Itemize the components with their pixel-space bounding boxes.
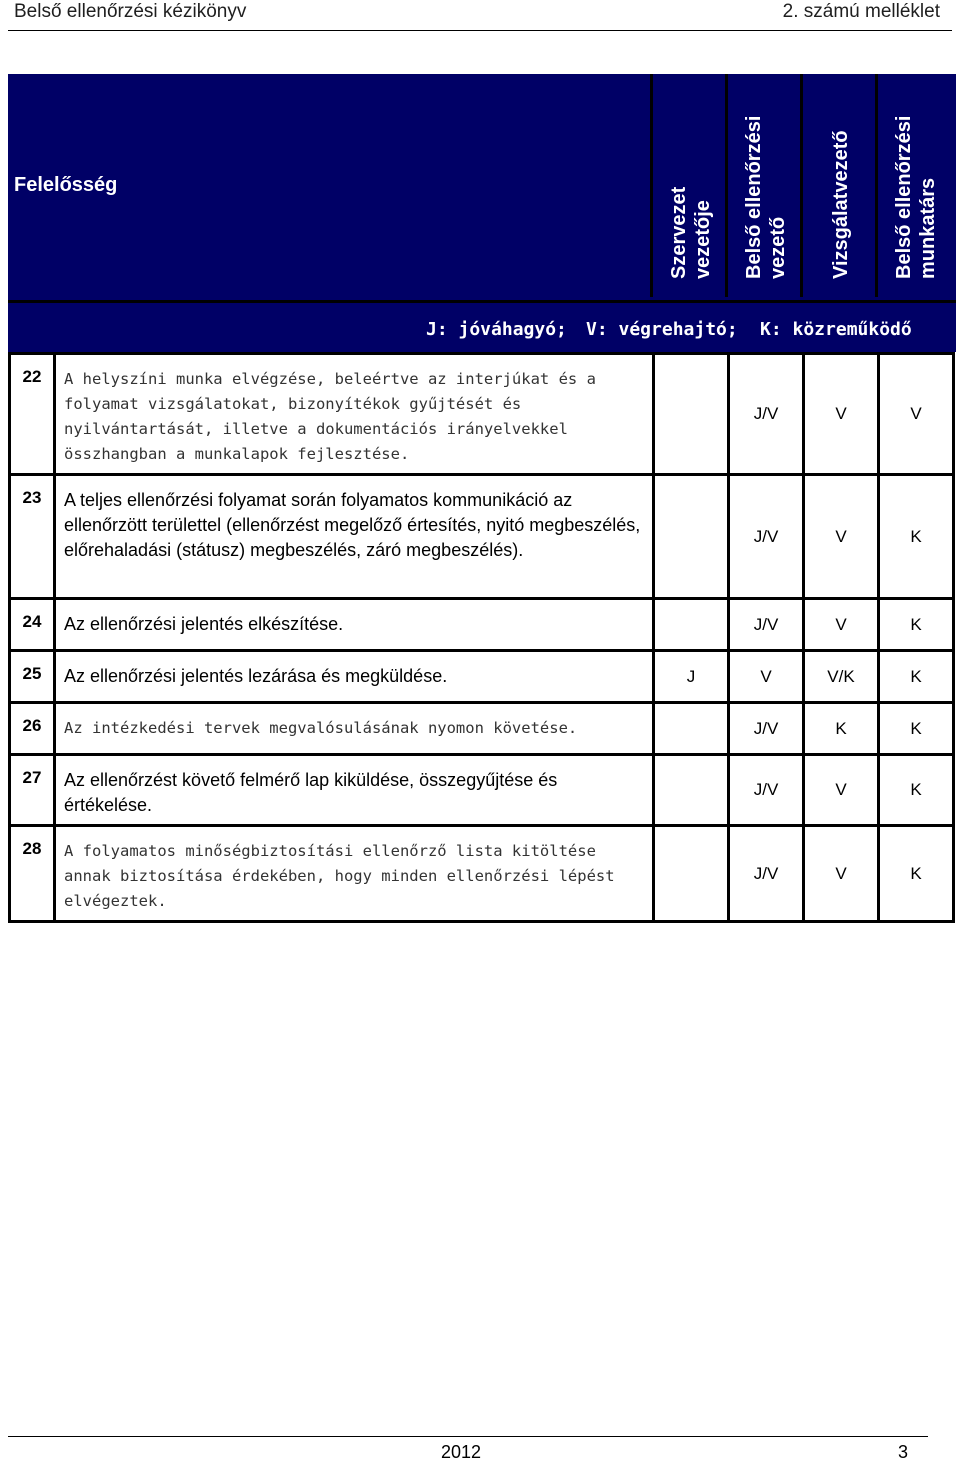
cell-audit-head: J/V bbox=[729, 354, 804, 475]
role-label: Szervezet bbox=[667, 186, 690, 279]
page-number: 3 bbox=[898, 1442, 909, 1462]
role-label: Vizsgálatvezető bbox=[829, 130, 852, 279]
cell-audit-head: V bbox=[729, 651, 804, 703]
cell-audit-lead: V bbox=[804, 755, 879, 826]
cell-auditor: K bbox=[879, 651, 954, 703]
table-row bbox=[10, 826, 954, 922]
legend-executor: V: végrehajtó; bbox=[586, 319, 738, 340]
cell-audit-lead: V bbox=[804, 826, 879, 922]
role-label: vezetője bbox=[691, 200, 714, 279]
cell-audit-lead: V bbox=[804, 475, 879, 599]
cell-audit-lead: V bbox=[804, 354, 879, 475]
cell-organization-head bbox=[654, 826, 729, 922]
cell-auditor: K bbox=[879, 755, 954, 826]
table-row bbox=[10, 599, 954, 651]
role-label: Belső ellenőrzési bbox=[742, 115, 765, 279]
cell-organization-head bbox=[654, 599, 729, 651]
footer-year: 2012 bbox=[441, 1442, 482, 1462]
row-number: 28 bbox=[10, 826, 55, 922]
row-number: 23 bbox=[10, 475, 55, 599]
row-number: 26 bbox=[10, 703, 55, 755]
table-row bbox=[10, 354, 954, 475]
responsibility-table bbox=[8, 352, 955, 923]
cell-organization-head bbox=[654, 354, 729, 475]
cell-auditor: K bbox=[879, 599, 954, 651]
cell-audit-head: J/V bbox=[729, 826, 804, 922]
cell-auditor: V bbox=[879, 354, 954, 475]
row-description: Az ellenőrzési jelentés lezárása és megküldése. bbox=[55, 651, 654, 703]
legend bbox=[8, 300, 956, 355]
role-column-organization-head bbox=[650, 74, 728, 297]
cell-auditor: K bbox=[879, 475, 954, 599]
cell-auditor: K bbox=[879, 826, 954, 922]
table-row bbox=[10, 475, 954, 599]
table-row bbox=[10, 651, 954, 703]
cell-organization-head bbox=[654, 755, 729, 826]
row-description: A folyamatos minőségbiztosítási ellenőrző lista kitöltése annak biztosítása érdekében, hogy minden ellenőrzési lépést elvégeztek. bbox=[55, 826, 654, 922]
row-number: 27 bbox=[10, 755, 55, 826]
appendix-label: 2. számú melléklet bbox=[782, 1, 940, 22]
row-description: Az ellenőrzést követő felmérő lap kiküldése, összegyűjtése és értékelése. bbox=[55, 755, 654, 826]
role-label: vezető bbox=[766, 216, 789, 279]
role-label: Belső ellenőrzési bbox=[892, 115, 915, 279]
cell-audit-lead: V/K bbox=[804, 651, 879, 703]
footer-divider bbox=[8, 1436, 928, 1437]
row-description: A helyszíni munka elvégzése, beleértve az interjúkat és a folyamat vizsgálatokat, bizonyítékok gyűjtését és nyilvántartását, illetve a dokumentációs irányelvekkel összhangban a munkalapok fejlesztése. bbox=[55, 354, 654, 475]
cell-audit-head: J/V bbox=[729, 703, 804, 755]
cell-audit-head: J/V bbox=[729, 475, 804, 599]
row-number: 22 bbox=[10, 354, 55, 475]
document-title: Belső ellenőrzési kézikönyv bbox=[14, 1, 247, 22]
role-column-auditor bbox=[875, 74, 953, 297]
row-description: A teljes ellenőrzési folyamat során folyamatos kommunikáció az ellenőrzött területtel (ellenőrzést megelőző értesítés, nyitó megbeszélés, előrehaladási (státusz) megbeszélés, záró megbeszélés). bbox=[55, 475, 654, 599]
legend-approver: J: jóváhagyó; bbox=[426, 319, 567, 340]
table-row bbox=[10, 703, 954, 755]
role-label: munkatárs bbox=[916, 177, 939, 279]
row-description: Az ellenőrzési jelentés elkészítése. bbox=[55, 599, 654, 651]
cell-audit-lead: V bbox=[804, 599, 879, 651]
header-divider bbox=[8, 30, 952, 31]
role-column-audit-lead bbox=[800, 74, 878, 297]
role-column-audit-head bbox=[725, 74, 803, 297]
matrix-title: Felelősség bbox=[14, 174, 118, 196]
cell-auditor: K bbox=[879, 703, 954, 755]
cell-audit-lead: K bbox=[804, 703, 879, 755]
cell-audit-head: J/V bbox=[729, 755, 804, 826]
row-number: 24 bbox=[10, 599, 55, 651]
responsibility-matrix-header bbox=[8, 74, 956, 352]
row-description: Az intézkedési tervek megvalósulásának nyomon követése. bbox=[55, 703, 654, 755]
cell-organization-head: J bbox=[654, 651, 729, 703]
cell-organization-head bbox=[654, 475, 729, 599]
legend-contributor: K: közreműködő bbox=[760, 319, 912, 340]
table-row bbox=[10, 755, 954, 826]
cell-organization-head bbox=[654, 703, 729, 755]
row-number: 25 bbox=[10, 651, 55, 703]
cell-audit-head: J/V bbox=[729, 599, 804, 651]
